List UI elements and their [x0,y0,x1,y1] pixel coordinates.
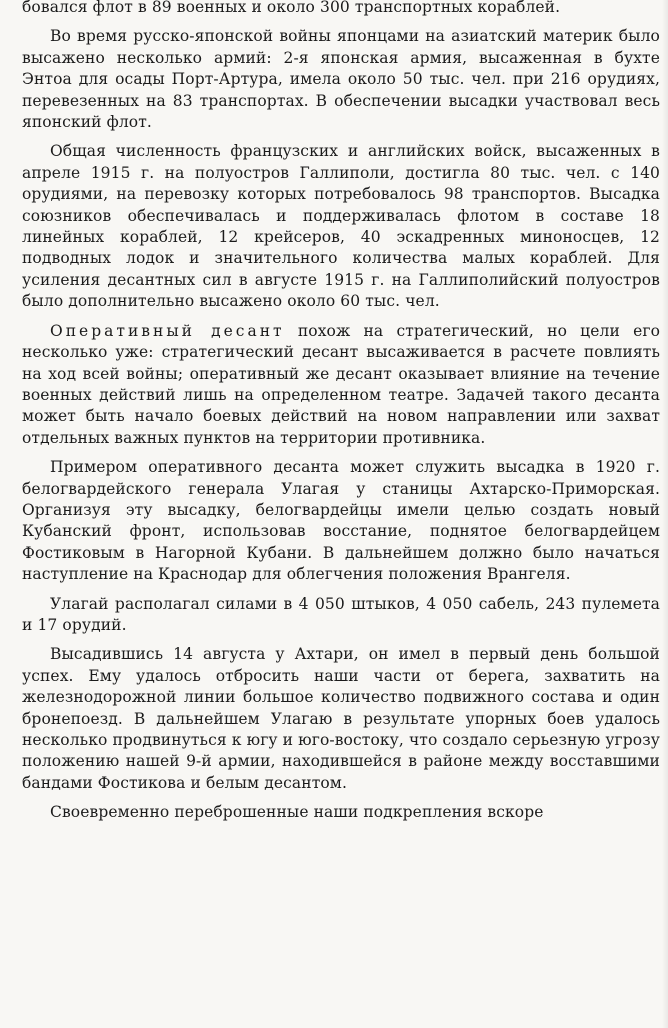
paragraph-7: Высадившись 14 августа у Ахтари, он имел в первый день большой успех. Ему удалось отбросить наши части от берега, захватить на железнодорожной линии большое количество подвижного состава и один бронепоезд. В дальнейшем Улагаю в результате упорных боев удалось несколько продвинуться к югу и юго-востоку, что создало серьезную угрозу положению нашей 9-й армии, находившейся в районе между восставшими бандами Фостикова и белым десантом. [22,645,660,792]
paragraph-4 [22,321,660,449]
emphasized-term: Оперативный десант [50,321,285,340]
paragraph-4-text: похож на стратегический, но цели его несколько уже: стратегический десант высаживается в расчете повлиять на ход всей войны; оперативный же десант оказывает влияние на течение военных действий лишь на определенном театре. Задачей такого десанта может быть начало боевых действий на новом направлении или захват отдельных важных пунктов на территории противника. [22,321,661,447]
paragraph-6: Улагай располагал силами в 4 050 штыков, 4 050 сабель, 243 пулемета и 17 орудий. [22,594,660,634]
paragraph-2: Во время русско-японской войны японцами на азиатский материк было высажено несколько армий: 2-я японская армия, высаженная в бухте Энтоа для осады Порт-Артура, имела около 50 тыс. чел. при 216 орудиях, перевезенных на 83 транспортах. В обеспечении высадки участвовал весь японский флот. [22,27,660,132]
paragraph-1: бовался флот в 89 военных и около 300 транспортных кораблей. [22,0,561,16]
paragraph-5: Примером оперативного десанта может служить высадка в 1920 г. белогвардейского генерала Улагая у станицы Ахтарско-Приморская. Организуя эту высадку, белогвардейцы имели целью создать новый Кубанский фронт, использовав восстание, поднятое белогвардейцем Фостиковым в Нагорной Кубани. В дальнейшем должно было начаться наступление на Краснодар для облегчения положения Врангеля. [22,458,660,584]
paragraph-3: Общая численность французских и английских войск, высаженных в апреле 1915 г. на полуостров Галлиполи, достигла 80 тыс. чел. с 140 орудиями, на перевозку которых потребовалось 98 транспортов. Высадка союзников обеспечивалась и поддерживалась флотом в составе 18 линейных кораблей, 12 крейсеров, 40 эскадренных миноносцев, 12 подводных лодок и значительного количества малых кораблей. Для усиления десантных сил в августе 1915 г. на Галлиполийский полуостров было дополнительно высажено около 60 тыс. чел. [22,142,660,311]
paragraph-8: Своевременно переброшенные наши подкрепления вскоре [50,803,544,822]
